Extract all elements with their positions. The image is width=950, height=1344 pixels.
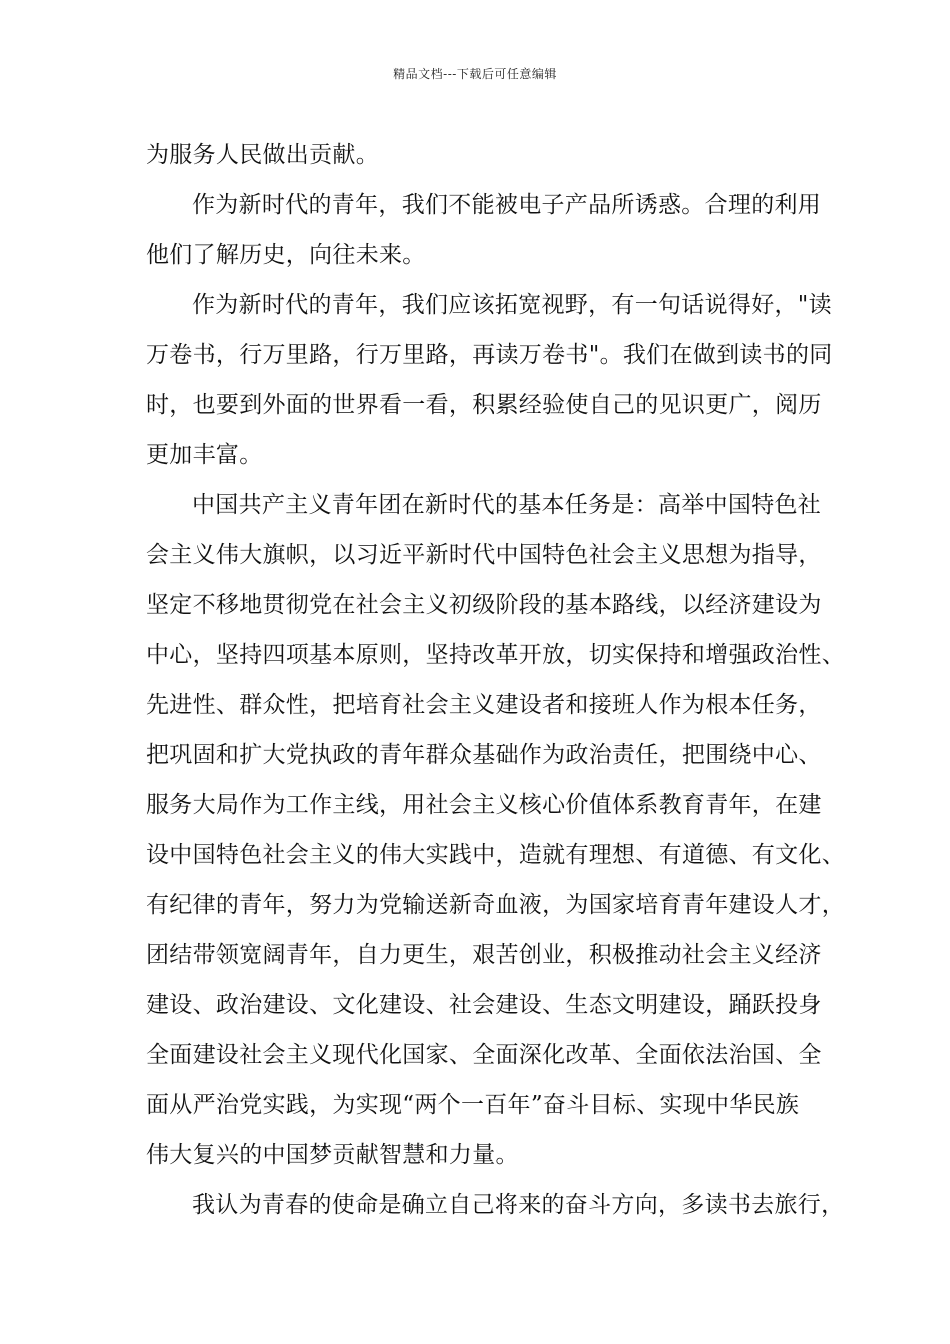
paragraph-line: 他们了解历史，向往未来。 [146,242,426,268]
paragraph-line: 时，也要到外面的世界看一看，积累经验使自己的见识更广，阅历 [146,392,822,418]
page-header: 精品文档---下载后可任意编辑 [393,67,557,81]
paragraph-line: 中心，坚持四项基本原则，坚持改革开放，切实保持和增强政治性、 [146,642,845,668]
paragraph-line: 建设、政治建设、文化建设、社会建设、生态文明建设，踊跃投身 [146,992,822,1018]
paragraph-line: 坚定不移地贯彻党在社会主义初级阶段的基本路线，以经济建设为 [146,592,822,618]
paragraph-line: 作为新时代的青年，我们不能被电子产品所诱惑。合理的利用 [192,192,822,218]
paragraph-line: 中国共产主义青年团在新时代的基本任务是：高举中国特色社 [192,492,822,518]
paragraph-line: 会主义伟大旗帜，以习近平新时代中国特色社会主义思想为指导， [146,542,822,568]
paragraph-line: 我认为青春的使命是确立自己将来的奋斗方向，多读书去旅行， [192,1192,845,1218]
paragraph-line: 万卷书，行万里路，行万里路，再读万卷书"。我们在做到读书的同 [146,342,833,368]
paragraph-line: 面从严治党实践，为实现“两个一百年”奋斗目标、实现中华民族 [146,1092,800,1118]
paragraph-line: 更加丰富。 [146,442,263,468]
paragraph-line: 服务大局作为工作主线，用社会主义核心价值体系教育青年，在建 [146,792,822,818]
paragraph-line: 先进性、群众性，把培育社会主义建设者和接班人作为根本任务， [146,692,822,718]
paragraph-line: 有纪律的青年，努力为党输送新奇血液，为国家培育青年建设人才， [146,892,845,918]
paragraph-line: 全面建设社会主义现代化国家、全面深化改革、全面依法治国、全 [146,1042,822,1068]
paragraph-line: 设中国特色社会主义的伟大实践中，造就有理想、有道德、有文化、 [146,842,845,868]
paragraph-line: 把巩固和扩大党执政的青年群众基础作为政治责任，把围绕中心、 [146,742,822,768]
paragraph-line: 为服务人民做出贡献。 [146,142,379,168]
paragraph-line: 作为新时代的青年，我们应该拓宽视野，有一句话说得好，"读 [192,292,832,318]
paragraph-line: 团结带领宽阔青年，自力更生，艰苦创业，积极推动社会主义经济 [146,942,822,968]
paragraph-line: 伟大复兴的中国梦贡献智慧和力量。 [146,1142,519,1168]
document-body [146,130,845,1230]
